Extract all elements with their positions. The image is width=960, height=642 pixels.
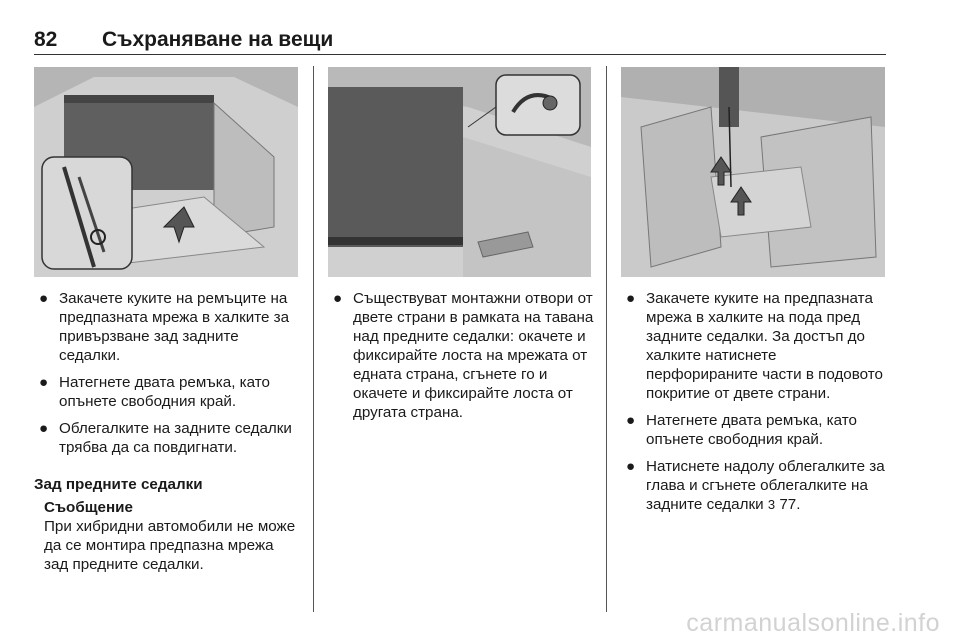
list-item: ● Облегалките на задните седалки трябва да са повдигнати. [39, 420, 292, 456]
bullet-list [34, 289, 302, 457]
page-title: Съхраняване на вещи [102, 28, 334, 51]
roof-mount-illustration [328, 67, 591, 277]
list-item: ● Натегнете двата ремъка, като опънете свободния край. [626, 412, 857, 448]
list-item: ● Съществуват монтажни отвори от двете страни в рамката на тавана над предните седалки: окачете и фиксирайте лоста на мрежата от едната страна, сгънете го и окачете и фиксирайте лоста от другата страна. [333, 290, 594, 421]
middle-column [328, 289, 596, 430]
note-body: При хибридни автомобили не може да се монтира предпазна мрежа зад предните седалки. [44, 518, 296, 573]
bullet-list [328, 289, 596, 422]
watermark: carmanualsonline.info [686, 609, 940, 637]
list-item: ● Закачете куките на ремъците на предпазната мрежа в халките за привързване зад задните седалки. [39, 290, 290, 364]
note-title: Съобщение [44, 499, 133, 516]
header-rule [34, 54, 886, 55]
list-item: ● Натегнете двата ремъка, като опънете свободния край. [39, 374, 270, 410]
section-heading: Зад предните седалки [34, 476, 203, 493]
right-column [621, 289, 891, 522]
list-item: ● Закачете куките на предпазната мрежа в халките на пода пред задните седалки. За достъп до халките натиснете перфорираните части в подовото покритие от двете страни. [626, 290, 883, 402]
bullet-list [621, 289, 891, 514]
page-ref-link[interactable]: 77. [779, 496, 801, 513]
page-ref-icon: 3 [767, 497, 776, 512]
column-separator [313, 66, 314, 612]
column-separator [606, 66, 607, 612]
list-item: ● Натиснете надолу облегалките за глава и сгънете облегалките на задните седалки 3 77. [626, 458, 885, 513]
page-header [34, 28, 886, 54]
cargo-net-trunk-illustration [34, 67, 298, 277]
left-column [34, 289, 302, 574]
floor-ring-illustration [621, 67, 885, 277]
page-number: 82 [34, 28, 58, 51]
